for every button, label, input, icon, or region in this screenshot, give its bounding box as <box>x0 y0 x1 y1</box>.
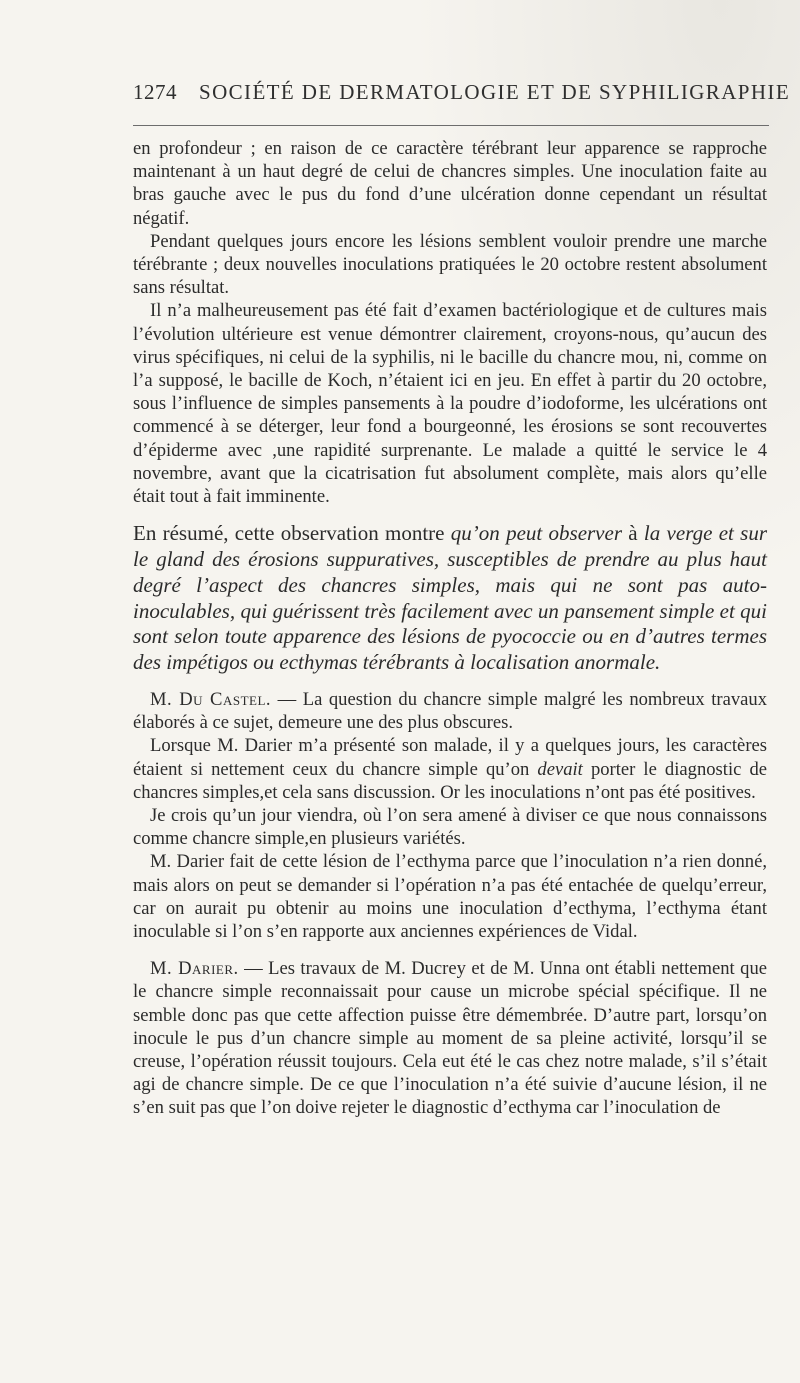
castel-text-2a: Lorsque M. Darier m’a présenté son malade, il y a quelques jours, les caractères étaient si nettement ceux du chancre simple qu’on <box>133 735 767 780</box>
summary-italic-2: la verge et sur le gland des érosions suppuratives, susceptibles de prendre au plus haut degré l’aspect des chancres simples, mais qui ne sont pas auto-inoculables, qui guérissent très facilement avec un pansement simple et qui sont selon toute apparence des lésions de pyococcie ou en d’autres termes des impétigos ou ecthymas térébrants à localisation anormale. <box>133 521 767 675</box>
page-number: 1274 <box>133 80 177 104</box>
castel-paragraph-4: M. Darier fait de cette lésion de l’ecthyma parce que l’inoculation n’a rien donné, mais alors on peut se demander si l’opération n’a pas été entachée de quelqu’erreur, car on aurait pu obtenir au moins une inoculation d’ecthyma, l’ecthyma étant inoculable si l’on s’en rapporte aux anciennes expériences de Vidal. <box>133 851 767 943</box>
castel-paragraph-2 <box>133 734 767 804</box>
body-text <box>133 137 767 1120</box>
castel-paragraph-3: Je crois qu’un jour viendra, où l’on sera amené à diviser ce que nous connaissons comme chancre simple,en plusieurs variétés. <box>133 805 767 850</box>
castel-text-2b: porter le diagnostic de chancres simples,et cela sans discussion. Or les inoculations n’ont pas été positives. <box>133 758 767 803</box>
header-rule <box>133 125 769 126</box>
paragraph-2: Pendant quelques jours encore les lésions semblent vouloir prendre une marche térébrante ; deux nouvelles inoculations pratiquées le 20 octobre restent absolument sans résultat. <box>133 230 767 299</box>
running-header <box>133 80 791 112</box>
castel-italic: devait <box>537 758 583 780</box>
summary-paragraph <box>133 521 767 676</box>
summary-mid: à <box>622 521 644 546</box>
darier-paragraph <box>133 957 767 1119</box>
paragraph-1: en profondeur ; en raison de ce caractère térébrant leur apparence se rapproche maintenant à un haut degré de celui de chancres simples. Une inoculation faite au bras gauche avec le pus du fond d’une ulcération donne cependant un résultat négatif. <box>133 138 767 229</box>
paragraph-3: Il n’a malheureusement pas été fait d’examen bactériologique et de cultures mais l’évolution ultérieure est venue démontrer clairement, croyons-nous, qu’aucun des virus spécifiques, ni celui de la syphilis, ni le bacille du chancre mou, ni, comme on l’a supposé, le bacille de Koch, n’étaient ici en jeu. En effet à partir du 20 octobre, sous l’influence de simples pansements à la poudre d’iodoforme, les ulcérations ont commencé à se déterger, leur fond a bourgeonné, les érosions se sont recouvertes d’épiderme avec ,une rapidité surprenante. Le malade a quitté le service le 4 novembre, avant que la cicatrisation fut absolument complète, mais alors qu’elle était tout à fait imminente. <box>133 300 767 508</box>
summary-italic-1: qu’on peut observer <box>450 521 622 546</box>
speaker-du-castel: M. Du Castel. <box>150 689 272 711</box>
summary-lead: En résumé, cette observation montre <box>133 521 451 546</box>
darier-text: — Les travaux de M. Ducrey et de M. Unna ont établi nettement que le chancre simple reconnaissait pour cause un microbe spécial spécifique. Il ne semble donc pas que cette affection puisse être démembrée. D’autre part, lorsqu’on inocule le pus d’un chancre simple au moment de sa pleine activité, lorsqu’il se creuse, l’opération réussit toujours. Cela eut été le cas chez notre malade, s’il s’était agi de chancre simple. De ce que l’inoculation n’a été suivie d’aucune lésion, il ne s’en suit pas que l’on doive rejeter le diagnostic d’ecthyma car l’inoculation de <box>133 958 767 1119</box>
speaker-darier: M. Darier. <box>150 958 239 980</box>
castel-text-1: — La question du chancre simple malgré les nombreux travaux élaborés à ce sujet, demeure une des plus obscures. <box>133 689 767 734</box>
castel-paragraph-1 <box>133 688 767 734</box>
running-title: SOCIÉTÉ DE DERMATOLOGIE ET DE SYPHILIGRAPHIE <box>199 80 791 104</box>
